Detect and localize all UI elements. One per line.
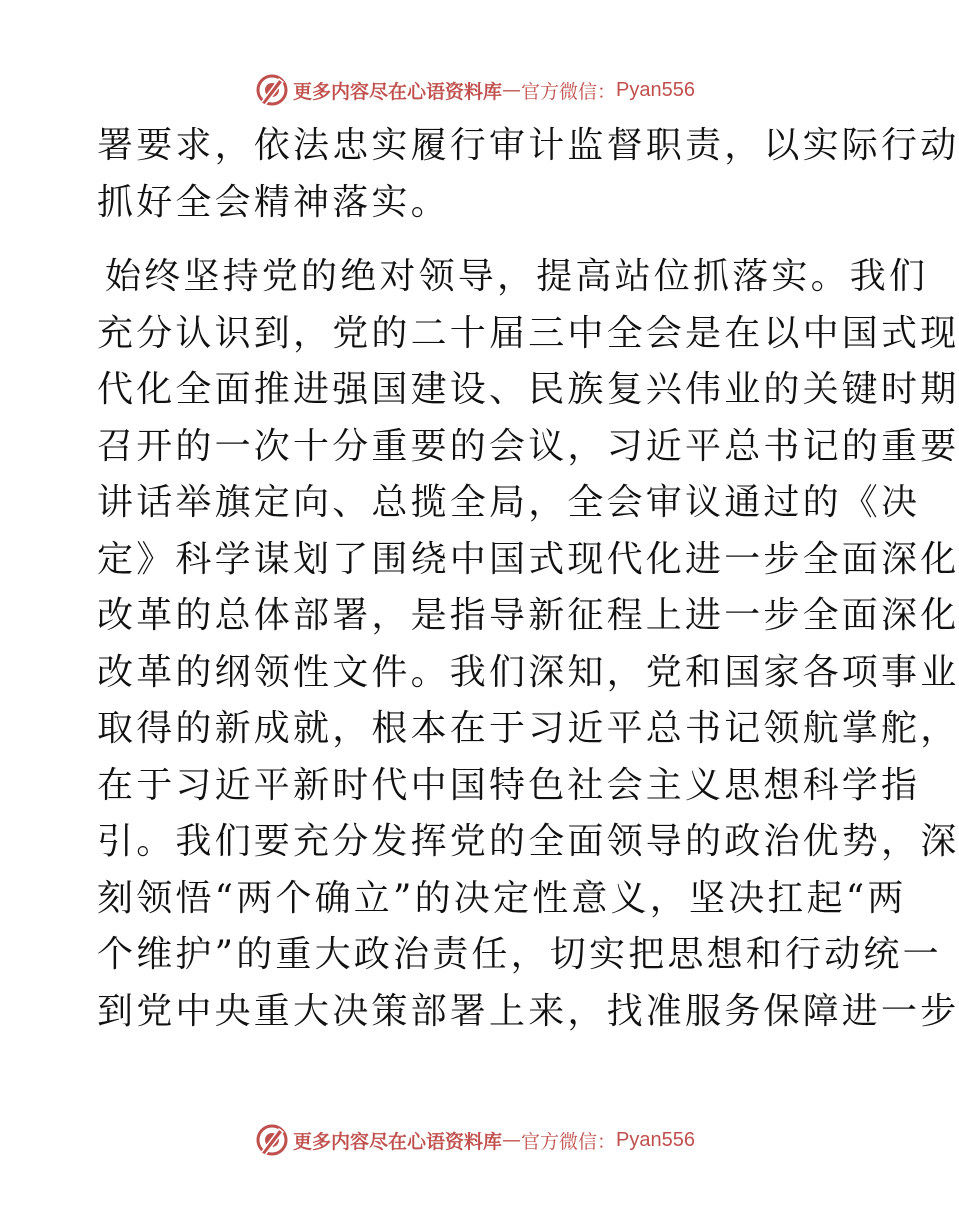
paragraph-1: [97, 118, 959, 231]
footer-banner: [0, 1120, 950, 1160]
text-line: 改革的纲领性文件。我们深知，党和国家各项事业: [97, 651, 959, 693]
text-line: 到党中央重大决策部署上来，找准服务保障进一步: [97, 990, 959, 1032]
banner-wechat-id: Pyan556: [616, 1128, 695, 1151]
text-line: 改革的总体部署，是指导新征程上进一步全面深化: [97, 595, 959, 636]
text-line: 引。我们要充分发挥党的全面领导的政治优势，深: [97, 821, 959, 862]
banner-site-name: 更多内容尽在心语资料库: [293, 1130, 503, 1153]
text-line: 个维护”的重大政治责任，切实把思想和行动统一: [97, 934, 942, 975]
text-line: 刻领悟“两个确立”的决定性意义，坚决扛起“两: [97, 877, 907, 919]
banner-wechat-label: 官方微信：: [521, 80, 617, 103]
text-line: 召开的一次十分重要的会议，习近平总书记的重要: [97, 425, 959, 467]
document-body: [97, 118, 959, 1040]
banner-wechat-id: Pyan556: [616, 78, 695, 101]
text-line: 讲话举旗定向、总揽全局，全会审议通过的《决: [97, 482, 921, 523]
banner-dash: —: [502, 79, 522, 101]
banner-dash: —: [502, 1129, 522, 1151]
text-line: 充分认识到，党的二十届三中全会是在以中国式现: [97, 312, 959, 354]
banner-site-name: 更多内容尽在心语资料库: [293, 80, 503, 103]
text-line: 署要求，依法忠实履行审计监督职责，以实际行动: [97, 125, 959, 166]
pen-circle-icon: [255, 73, 289, 107]
text-line: 抓好全会精神落实。: [97, 181, 450, 223]
text-line: 定》科学谋划了围绕中国式现代化进一步全面深化: [97, 538, 959, 580]
header-banner: [0, 70, 950, 110]
text-line: 代化全面推进强国建设、民族复兴伟业的关键时期: [97, 369, 959, 410]
text-line: 取得的新成就，根本在于习近平总书记领航掌舵，: [97, 708, 959, 749]
text-line: 始终坚持党的绝对领导，提高站位抓落实。我们: [105, 256, 929, 297]
banner-wechat-label: 官方微信：: [521, 1130, 617, 1153]
text-line: 在于习近平新时代中国特色社会主义思想科学指: [97, 764, 921, 806]
pen-circle-icon: [255, 1123, 289, 1157]
paragraph-2: [97, 249, 959, 1040]
